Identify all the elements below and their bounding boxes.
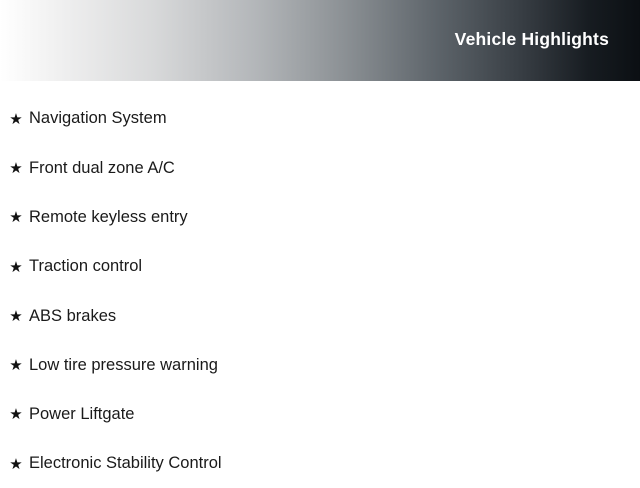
list-item: [0, 390, 640, 439]
list-item: [0, 193, 640, 242]
feature-label: Power Liftgate: [29, 405, 135, 424]
star-icon: ★: [9, 109, 23, 128]
feature-label: Navigation System: [29, 109, 167, 128]
list-item: [0, 143, 640, 192]
star-icon: ★: [9, 208, 23, 227]
feature-label: ABS brakes: [29, 306, 117, 325]
page-title: Vehicle Highlights: [454, 29, 609, 49]
list-item: [0, 439, 640, 488]
list-item: [0, 242, 640, 291]
vehicle-features-list: [0, 94, 640, 488]
feature-label: Electronic Stability Control: [29, 454, 222, 473]
feature-label: Low tire pressure warning: [29, 355, 218, 374]
star-icon: ★: [9, 158, 23, 177]
list-item: [0, 291, 640, 340]
list-item: [0, 94, 640, 143]
header-gradient-band: [0, 0, 640, 81]
star-icon: ★: [9, 405, 23, 424]
feature-label: Front dual zone A/C: [29, 158, 175, 177]
star-icon: ★: [9, 356, 23, 375]
star-icon: ★: [9, 306, 23, 325]
star-icon: ★: [9, 454, 23, 473]
list-item: [0, 340, 640, 389]
star-icon: ★: [9, 257, 23, 276]
feature-label: Traction control: [29, 257, 143, 276]
feature-label: Remote keyless entry: [29, 207, 188, 226]
highlights-content: [0, 81, 640, 480]
